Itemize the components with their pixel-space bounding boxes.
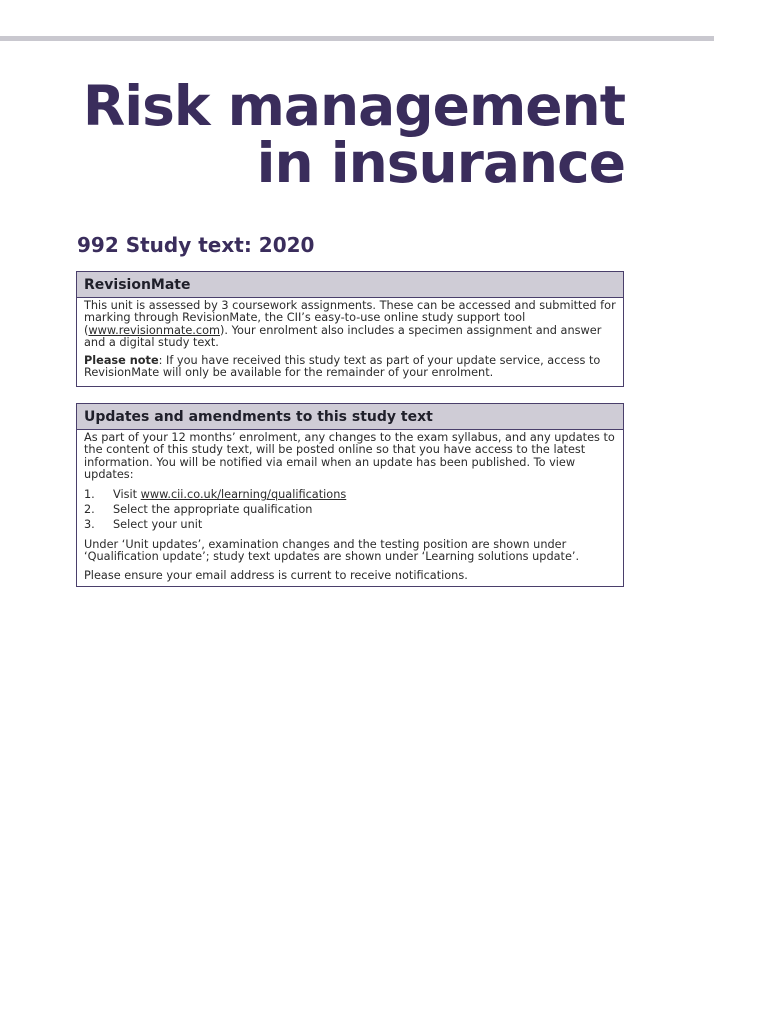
list-item <box>84 487 616 502</box>
list-item <box>84 502 616 517</box>
updates-panel <box>76 403 624 587</box>
updates-heading: Updates and amendments to this study text <box>77 404 623 430</box>
updates-qualification-paragraph: Under ‘Unit updates’, examination changes and the testing position are shown under ‘Qualification update’; study text updates are shown under ‘Learning solutions update’. <box>84 538 580 564</box>
updates-body <box>77 430 623 582</box>
revisionmate-link[interactable]: www.revisionmate.com <box>88 323 220 337</box>
page-title <box>82 74 625 195</box>
updates-steps <box>84 487 616 532</box>
title-line-1: Risk management <box>82 74 625 138</box>
updates-email-paragraph: Please ensure your email address is current to receive notifications. <box>84 568 468 582</box>
revisionmate-panel <box>76 271 624 387</box>
top-divider <box>0 36 714 41</box>
page-subtitle: 992 Study text: 2020 <box>77 233 315 257</box>
title-line-2: in insurance <box>256 131 625 195</box>
updates-intro: As part of your 12 months’ enrolment, any changes to the exam syllabus, and any updates to the content of this study text, will be posted online so that you have access to the latest information. You will be notified via email when an update has been published. To view updates: <box>84 431 615 481</box>
revisionmate-text: This unit is assessed by 3 coursework assignments. These can be accessed and submitted for marking through RevisionMate, the CII’s easy-to-use online study support tool ( <box>84 299 616 337</box>
list-item <box>84 517 616 532</box>
step-number: 1. <box>84 488 95 502</box>
revisionmate-paragraph <box>84 300 616 349</box>
note-text: : If you have received this study text as part of your update service, access to RevisionMate will only be available for the remainder of your enrolment. <box>84 354 601 380</box>
note-label: Please note <box>84 354 159 368</box>
revisionmate-note <box>84 355 616 380</box>
step-text: Select your unit <box>113 518 203 532</box>
revisionmate-body <box>77 298 623 380</box>
qualifications-link[interactable]: www.cii.co.uk/learning/qualifications <box>140 488 347 502</box>
revisionmate-heading: RevisionMate <box>77 272 623 298</box>
step-number: 2. <box>84 503 95 517</box>
step-text: Select the appropriate qualification <box>113 503 313 517</box>
step-label: Visit <box>113 488 141 502</box>
revisionmate-text-end: ). Your enrolment also includes a specimen assignment and answer and a digital study text. <box>84 323 602 349</box>
step-number: 3. <box>84 518 95 532</box>
step-text <box>113 487 346 502</box>
